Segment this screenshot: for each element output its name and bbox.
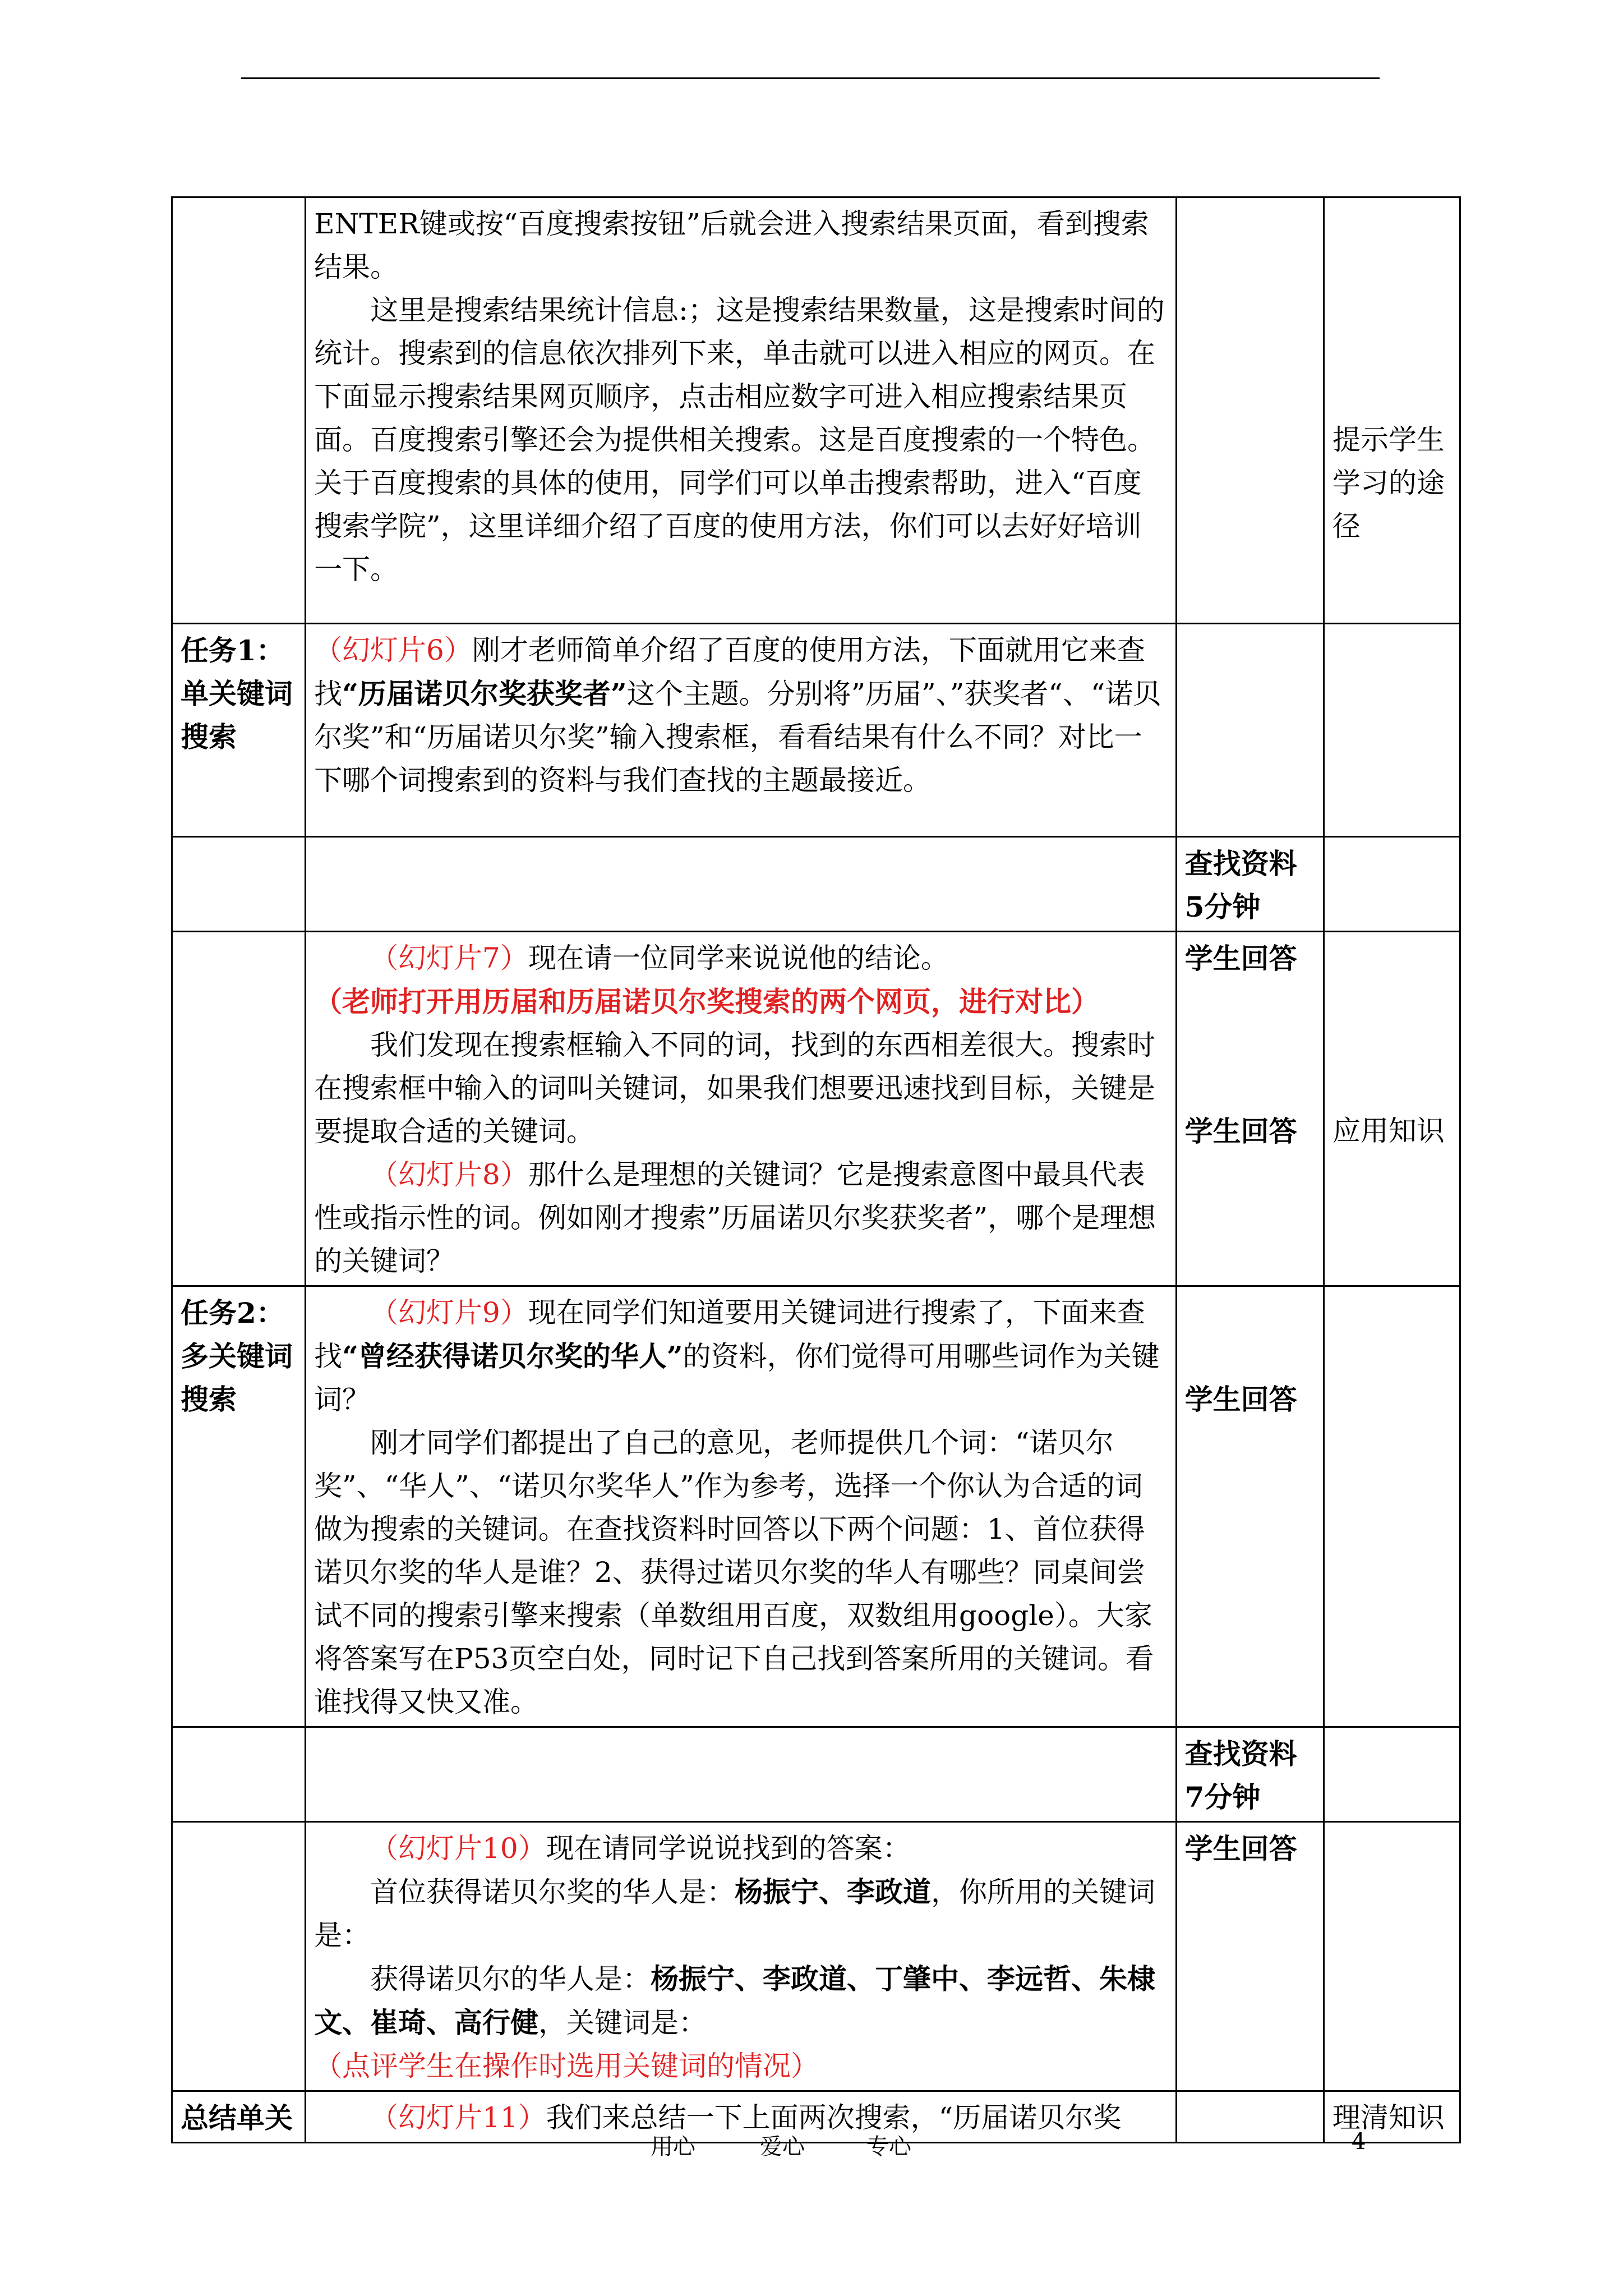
intent-line	[1332, 1023, 1451, 1066]
content-text: “历届诺贝尔奖获奖者”	[342, 677, 627, 710]
activity-line	[1185, 1023, 1315, 1066]
activity-cell	[1176, 1727, 1324, 1822]
intent-cell	[1324, 1286, 1460, 1727]
content-paragraph	[314, 937, 1168, 980]
content-paragraph	[314, 203, 1168, 289]
activity-line: 7分钟	[1184, 1780, 1261, 1814]
table-row	[172, 197, 1460, 624]
table-row	[172, 624, 1460, 837]
slide-marker: （幻灯片9）	[370, 1296, 528, 1329]
stage-line: 总结单关	[181, 2101, 293, 2134]
content-text: 刚才同学们都提出了自己的意见，老师提供几个词：“诺贝尔奖”、“华人”、“诺贝尔奖华人”作为参考，选择一个你认为合适的词做为搜索的关键词。在查找资料时回答以下两个问题：1、首位获得诺贝尔奖的华人是谁？2、获得过诺贝尔奖的华人有哪些？同桌间尝试不同的搜索引擎来搜索（单数组用百度，双数组用google）。大家将答案写在P53页空白处，同时记下自己找到答案所用的关键词。看谁找得又快又准。	[314, 1427, 1154, 1718]
content-text: 获得诺贝尔的华人是：	[370, 1963, 651, 1995]
content-paragraph	[314, 1153, 1168, 1283]
stage-cell	[172, 837, 306, 932]
spacer	[1332, 203, 1451, 418]
content-paragraph	[314, 629, 1168, 802]
content-paragraph	[314, 289, 1168, 462]
intent-line	[1332, 937, 1451, 980]
content-paragraph	[314, 2045, 1168, 2088]
intent-line: 提示学生学习的途径	[1332, 424, 1445, 542]
stage-cell	[172, 197, 306, 624]
stage-cell	[172, 1822, 306, 2091]
content-text: 这里是搜索结果统计信息:；这是搜索结果数量，这是搜索时间的统计。搜索到的信息依次排列下来，单击就可以进入相应的网页。在下面显示搜索结果网页顺序，点击相应数字可进入相应搜索结果页面。百度搜索引擎还会为提供相关搜索。这是百度搜索的一个特色。	[314, 294, 1165, 456]
table-row	[172, 932, 1460, 1286]
content-text: 这个主题。分别将”历届”、”获奖者“、“诺贝尔奖”和“历届诺贝尔奖”输入搜索框，看看结果有什么不同？对比一下哪个词搜索到的资料与我们查找的主题最接近。	[314, 678, 1161, 797]
content-text: 杨振宁、李政道	[735, 1875, 932, 1908]
content-cell	[306, 2091, 1177, 2143]
intent-line: 应用知识	[1332, 1115, 1445, 1147]
stage-line: 任务2：	[181, 1296, 284, 1329]
activity-cell	[1176, 837, 1324, 932]
stage-cell	[172, 932, 306, 1286]
slide-marker: （幻灯片8）	[370, 1158, 528, 1191]
slide-marker: （幻灯片10）	[370, 1832, 546, 1865]
intent-cell	[1324, 837, 1460, 932]
header-rule	[241, 77, 1380, 79]
stage-cell	[172, 1727, 306, 1822]
intent-cell	[1324, 932, 1460, 1286]
footer-motto-3: 专心	[866, 2134, 911, 2160]
activity-cell	[1176, 197, 1324, 624]
content-text: 的资料，你们觉得可用哪些词作为关键词？	[314, 1340, 1160, 1416]
intent-cell	[1324, 2091, 1460, 2143]
intent-cell	[1324, 1727, 1460, 1822]
activity-cell	[1176, 1822, 1324, 2091]
content-text: 首位获得诺贝尔奖的华人是：	[370, 1876, 735, 1908]
content-cell	[306, 1286, 1177, 1727]
footer-motto-1: 用心	[651, 2134, 695, 2160]
table-row	[172, 1286, 1460, 1727]
activity-line: 学生回答	[1184, 1383, 1297, 1416]
stage-cell	[172, 1286, 306, 1727]
content-paragraph	[314, 1827, 1168, 1870]
content-paragraph	[314, 1421, 1168, 1724]
content-cell	[306, 1822, 1177, 2091]
intent-line	[1332, 980, 1451, 1023]
slide-marker: （老师打开用历届和历届诺贝尔奖搜索的两个网页，进行对比）	[314, 985, 1100, 1018]
slide-marker: （幻灯片11）	[370, 2101, 546, 2134]
activity-line: 学生回答	[1184, 1115, 1297, 1148]
content-paragraph	[314, 1291, 1168, 1421]
content-text: “曾经获得诺贝尔奖的华人”	[342, 1340, 683, 1373]
activity-line	[1185, 1066, 1315, 1110]
content-text: ，关键词是：	[538, 2007, 707, 2039]
content-text: 杨振宁、李政道、丁肇中、李远哲、朱棣文、崔琦、高行健	[314, 1962, 1156, 2039]
content-paragraph	[314, 462, 1168, 591]
content-paragraph	[314, 1957, 1168, 2045]
activity-line: 学生回答	[1184, 1832, 1297, 1865]
slide-marker: （幻灯片7）	[370, 942, 528, 974]
table-row	[172, 2091, 1460, 2143]
activity-line	[1185, 1335, 1315, 1378]
table-row	[172, 1822, 1460, 2091]
stage-line: 搜索	[181, 720, 237, 753]
content-text: 现在同学们知道要用关键词进行搜索了，下面来查找	[314, 1296, 1145, 1373]
activity-cell	[1176, 932, 1324, 1286]
content-cell	[306, 197, 1177, 624]
content-text: 现在请一位同学来说说他的结论。	[528, 942, 949, 974]
footer-motto-2: 爱心	[760, 2134, 805, 2160]
intent-line	[1332, 1066, 1451, 1110]
content-text: ENTER键或按“百度搜索按钮”后就会进入搜索结果页面，看到搜索结果。	[314, 208, 1149, 283]
stage-line: 单关键词	[181, 677, 293, 710]
content-paragraph	[314, 1024, 1168, 1153]
intent-cell	[1324, 624, 1460, 837]
content-text: ，你所用的关键词是：	[314, 1876, 1156, 1952]
activity-line: 查找资料	[1184, 1737, 1297, 1770]
page-number: 4	[1352, 2129, 1366, 2155]
activity-cell	[1176, 624, 1324, 837]
activity-line: 学生回答	[1184, 942, 1297, 975]
intent-cell	[1324, 1822, 1460, 2091]
slide-marker: （点评学生在操作时选用关键词的情况）	[314, 2050, 819, 2082]
content-paragraph	[314, 980, 1168, 1024]
lesson-plan-table	[171, 196, 1461, 2143]
activity-cell	[1176, 1286, 1324, 1727]
activity-line	[1185, 1291, 1315, 1335]
content-text: 我们来总结一下上面两次搜索，“历届诺贝尔奖	[546, 2101, 1122, 2134]
content-paragraph	[314, 2096, 1168, 2139]
activity-line	[1185, 980, 1315, 1023]
content-cell	[306, 837, 1177, 932]
content-cell	[306, 932, 1177, 1286]
stage-cell	[172, 2091, 306, 2143]
activity-line: 查找资料	[1184, 847, 1297, 880]
content-paragraph	[314, 1870, 1168, 1957]
content-text: 那什么是理想的关键词？它是搜索意图中最具代表性或指示性的词。例如刚才搜索”历届诺贝尔奖获奖者”，哪个是理想的关键词？	[314, 1158, 1156, 1277]
activity-cell	[1176, 2091, 1324, 2143]
content-cell	[306, 624, 1177, 837]
stage-cell	[172, 624, 306, 837]
content-text: 关于百度搜索的具体的使用，同学们可以单击搜索帮助，进入“百度搜索学院”，这里详细介绍了百度的使用方法，你们可以去好好培训一下。	[314, 467, 1142, 586]
content-text: 我们发现在搜索框输入不同的词，找到的东西相差很大。搜索时在搜索框中输入的词叫关键词，如果我们想要迅速找到目标，关键是要提取合适的关键词。	[314, 1029, 1156, 1148]
intent-cell	[1324, 197, 1460, 624]
intent-line: 理清知识	[1332, 2101, 1445, 2134]
content-text: 刚才老师简单介绍了百度的使用方法，下面就用它来查找	[314, 634, 1145, 710]
table-row	[172, 837, 1460, 932]
activity-line: 5分钟	[1184, 890, 1261, 923]
content-text: 现在请同学说说找到的答案：	[546, 1832, 911, 1865]
stage-line: 搜索	[181, 1383, 237, 1416]
content-cell	[306, 1727, 1177, 1822]
stage-line: 多关键词	[181, 1340, 293, 1373]
stage-line: 任务1：	[181, 634, 284, 667]
table-row	[172, 1727, 1460, 1822]
slide-marker: （幻灯片6）	[314, 634, 472, 666]
